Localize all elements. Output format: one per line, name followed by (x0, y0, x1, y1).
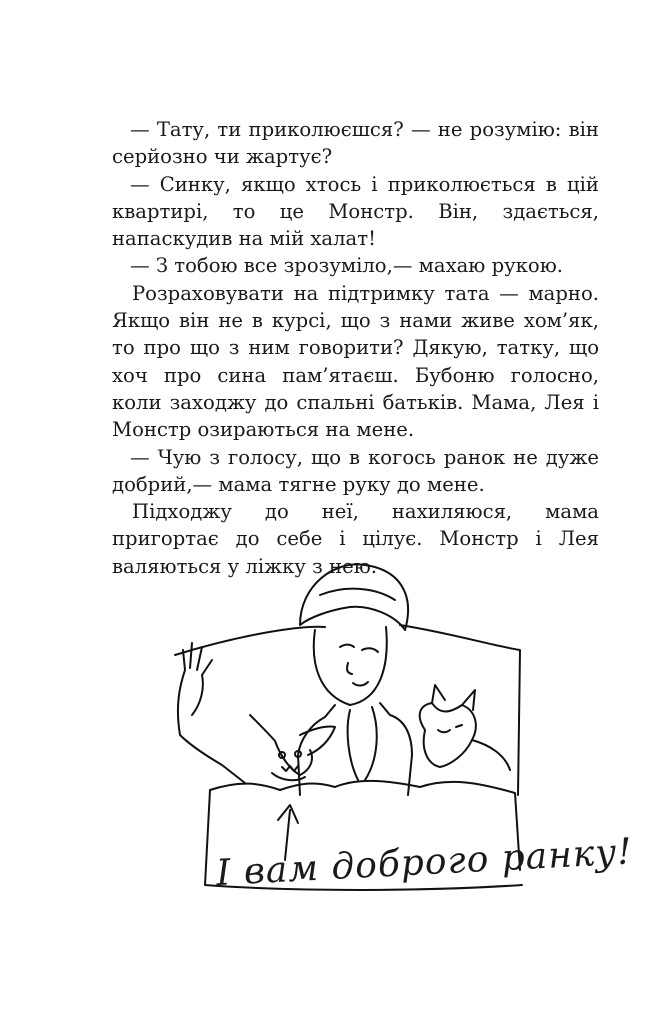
paragraph: Підходжу до неї, нахиляюся, мама пригортає до себе і цілує. Монстр і Лея валяються у ліжку з нею. (112, 500, 599, 578)
cat (420, 703, 476, 767)
waving-hand (178, 643, 245, 783)
paragraph: — Тату, ти приколюєшся? — не розумію: він серйозно чи жартує? (112, 118, 599, 169)
paragraph: — Синку, якщо хтось і приколюється в цій квартирі, то це Монстр. Він, здається, напаскудив на мій халат! (112, 172, 599, 251)
body-text (112, 116, 599, 580)
paragraph: Розраховувати на підтримку тата — марно. Якщо він не в курсі, що з нами живе хом’як, то про що з ним говорити? Дякую, татку, що хоч про сина пам’ятаєш. Бубоню голосно, коли заходжу до спальні батьків. Мама, Лея і Монстр озираються на мене. (112, 281, 599, 442)
illustration-caption: І вам доброго ранку! (215, 831, 634, 895)
mother-face (314, 627, 387, 705)
paragraph: — З тобою все зрозуміло,— махаю рукою. (130, 254, 563, 278)
paragraph: — Чую з голосу, що в когось ранок не дуже добрий,— мама тягне руку до мене. (112, 445, 599, 496)
